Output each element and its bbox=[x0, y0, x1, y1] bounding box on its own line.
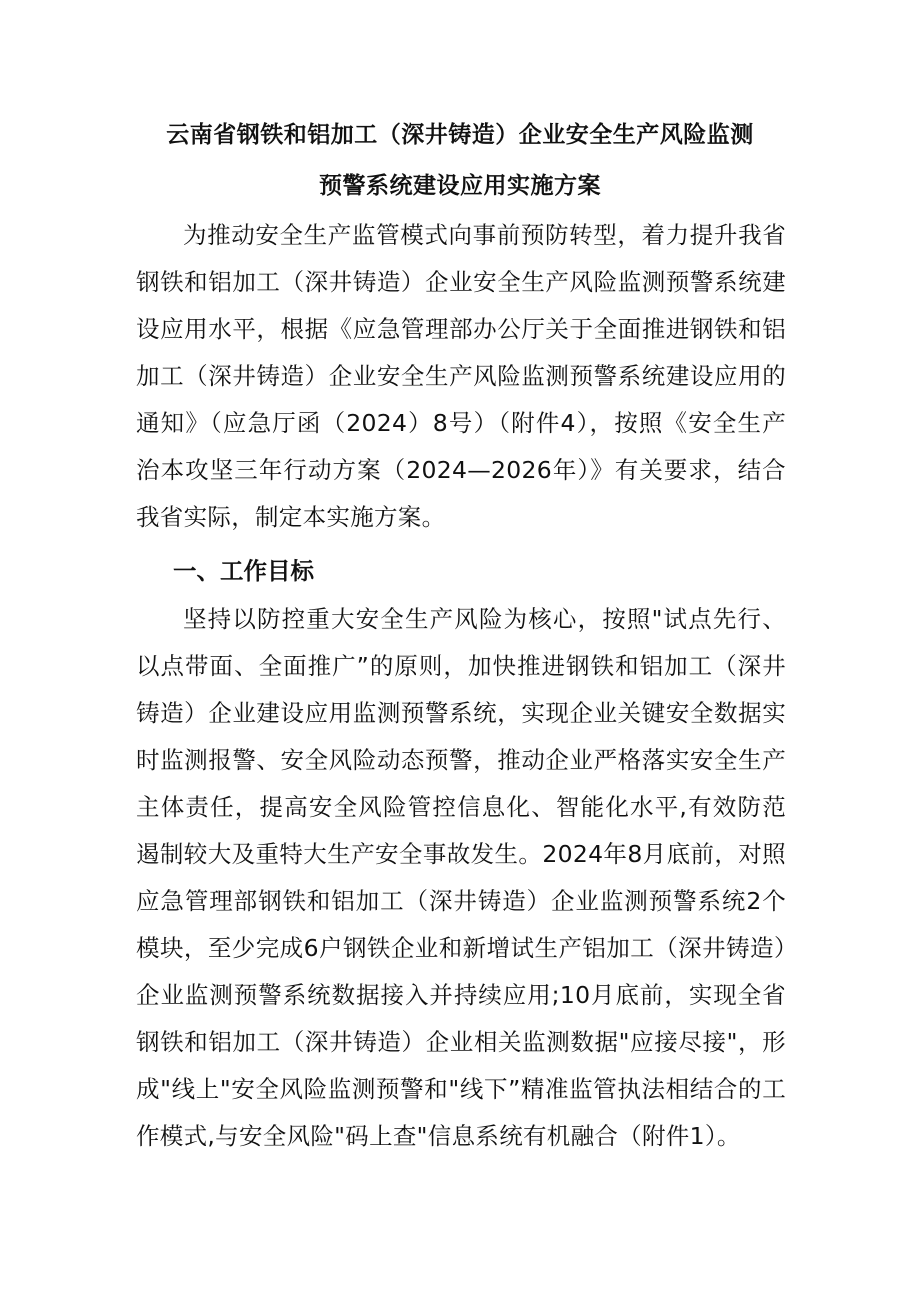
intro-paragraph bbox=[136, 212, 786, 541]
section-paragraph-text: 坚持以防控重大安全生产风险为核心，按照"试点先行、以点带面、全面推广”的原则，加快推进钢铁和铝加工（深井铸造）企业建设应用监测预警系统，实现企业关键安全数据实时监测报警、安全风险动态预警，推动企业严格落实安全生产主体责任，提高安全风险管控信息化、智能化水平,有效防范遏制较大及重特大生产安全事故发生。2024年8月底前，对照应急管理部钢铁和铝加工（深井铸造）企业监测预警系统2个模块，至少完成6户钢铁企业和新增试生产铝加工（深井铸造）企业监测预警系统数据接入并持续应用;10月底前，实现全省钢铁和铝加工（深井铸造）企业相关监测数据"应接尽接"，形成"线上"安全风险监测预警和"线下”精准监管执法相结合的工作模式,与安全风险"码上查"信息系统有机融合（附件1）。 bbox=[136, 605, 786, 1150]
section-paragraph bbox=[136, 596, 786, 1160]
intro-paragraph-text: 为推动安全生产监管模式向事前预防转型，着力提升我省钢铁和铝加工（深井铸造）企业安全生产风险监测预警系统建设应用水平，根据《应急管理部办公厅关于全面推进钢铁和铝加工（深井铸造）企业安全生产风险监测预警系统建设应用的通知》（应急厅函（2024）8号）（附件4），按照《安全生产治本攻坚三年行动方案（2024—2026年）》有关要求，结合我省实际，制定本实施方案。 bbox=[136, 221, 786, 531]
section-heading: 一、工作目标 bbox=[173, 557, 314, 585]
document-title-line-1: 云南省钢铁和铝加工（深井铸造）企业安全生产风险监测 bbox=[166, 122, 754, 148]
document-title-line-2: 预警系统建设应用实施方案 bbox=[319, 173, 601, 199]
